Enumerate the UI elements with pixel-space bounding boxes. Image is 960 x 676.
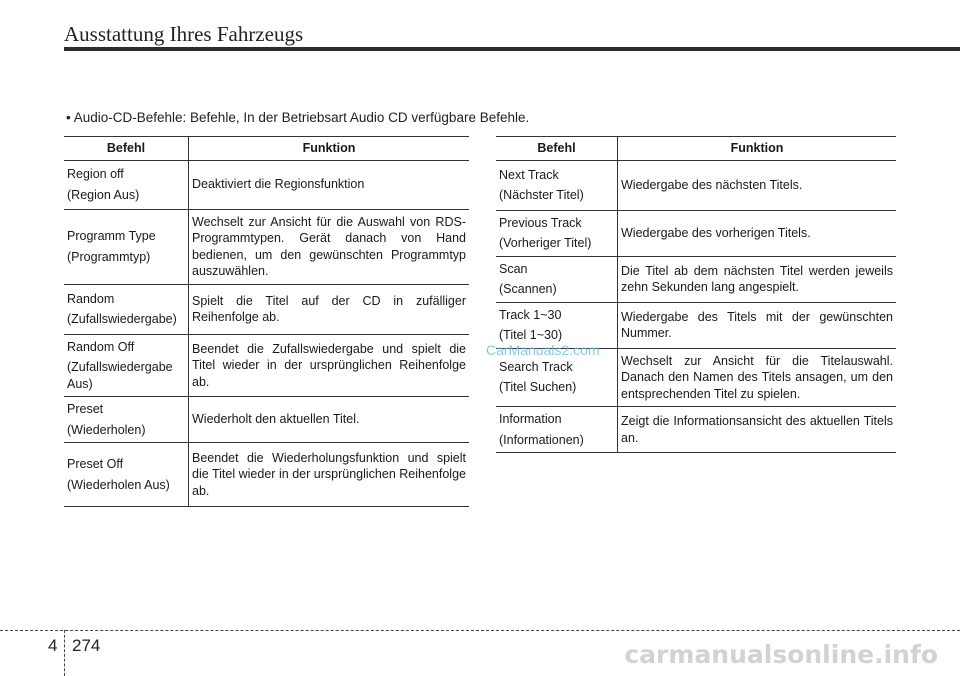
command-cell xyxy=(64,160,189,209)
command-name: Scan xyxy=(499,261,528,276)
table-row xyxy=(496,407,896,453)
command-cell xyxy=(496,256,618,302)
intro-text: • Audio-CD-Befehle: Befehle, In der Betriebsart Audio CD verfügbare Befehle. xyxy=(66,110,530,125)
table-row xyxy=(64,160,469,209)
page-number: 274 xyxy=(72,636,101,655)
function-cell: Wechselt zur Ansicht für die Auswahl von RDS-Programmtypen. Gerät danach von Hand bedienen, um den gewünschten Programmtyp auszuwählen. xyxy=(189,209,470,284)
watermark-logo: CarManuals2.com xyxy=(486,342,600,358)
command-name: Programm Type xyxy=(67,229,156,243)
table-row xyxy=(64,209,469,284)
command-translation: (Scannen) xyxy=(499,282,557,296)
function-cell: Beendet die Wiederholungsfunktion und spielt die Titel wieder in der ursprünglichen Reihenfolge ab. xyxy=(189,443,470,507)
command-translation: (Wiederholen) xyxy=(67,422,146,437)
table-row xyxy=(496,160,896,210)
function-cell: Spielt die Titel auf der CD in zufälliger Reihenfolge ab. xyxy=(189,284,470,334)
command-translation: (Vorheriger Titel) xyxy=(499,236,592,250)
table-row xyxy=(64,284,469,334)
command-translation: (Wiederholen Aus) xyxy=(67,477,170,492)
command-translation: (Informationen) xyxy=(499,432,584,447)
function-cell: Die Titel ab dem nächsten Titel werden jeweils zehn Sekunden lang angespielt. xyxy=(618,256,897,302)
chapter-number: 4 xyxy=(48,636,58,655)
command-cell xyxy=(496,407,618,453)
function-cell: Beendet die Zufallswiedergabe und spielt die Titel wieder in der ursprünglichen Reihenfolge ab. xyxy=(189,334,470,397)
footer-divider xyxy=(64,630,65,676)
table-header-row xyxy=(64,137,469,161)
command-translation: (Titel 1~30) xyxy=(499,328,563,342)
command-name: Random Off xyxy=(67,339,135,354)
command-cell xyxy=(496,160,618,210)
command-translation: (Programmtyp) xyxy=(67,249,151,264)
header-rule xyxy=(64,47,960,51)
command-cell xyxy=(64,443,189,507)
function-cell: Zeigt die Informationsansicht des aktuellen Titels an. xyxy=(618,407,897,453)
site-watermark: carmanualsonline.info xyxy=(624,640,938,669)
footer-rule xyxy=(0,630,960,631)
column-header-funktion: Funktion xyxy=(618,137,897,161)
audio-cd-commands-table-right xyxy=(496,136,896,453)
column-header-funktion: Funktion xyxy=(189,137,470,161)
command-cell xyxy=(64,334,189,397)
column-header-befehl: Befehl xyxy=(496,137,618,161)
command-name: Next Track xyxy=(499,167,559,182)
command-translation: (Zufallswiedergabe) xyxy=(67,312,177,326)
audio-cd-commands-table-left xyxy=(64,136,469,507)
function-cell: Wiedergabe des nächsten Titels. xyxy=(618,160,897,210)
command-cell xyxy=(496,210,618,256)
command-name: Random xyxy=(67,291,115,306)
column-header-befehl: Befehl xyxy=(64,137,189,161)
command-translation: (Region Aus) xyxy=(67,187,140,202)
table-row xyxy=(64,443,469,507)
command-name: Preset Off xyxy=(67,457,124,471)
table-row xyxy=(64,334,469,397)
command-name: Previous Track xyxy=(499,215,582,230)
table-row xyxy=(496,256,896,302)
page-header-title: Ausstattung Ihres Fahrzeugs xyxy=(64,22,304,46)
function-cell: Wiederholt den aktuellen Titel. xyxy=(189,397,470,443)
table-row xyxy=(496,210,896,256)
command-translation: (Nächster Titel) xyxy=(499,188,584,202)
command-name: Search Track xyxy=(499,359,573,374)
command-cell xyxy=(64,284,189,334)
function-cell: Wechselt zur Ansicht für die Titelauswahl. Danach den Namen des Titels ansagen, um den entsprechenden Titel zu spielen. xyxy=(618,348,897,407)
command-name: Track 1~30 xyxy=(499,307,562,322)
command-translation: (Zufallswiedergabe Aus) xyxy=(67,360,173,391)
command-cell xyxy=(64,209,189,284)
command-name: Information xyxy=(499,412,562,426)
function-cell: Wiedergabe des Titels mit der gewünschten Nummer. xyxy=(618,302,897,348)
table-row xyxy=(64,397,469,443)
command-translation: (Titel Suchen) xyxy=(499,380,577,395)
function-cell: Deaktiviert die Regionsfunktion xyxy=(189,160,470,209)
command-name: Region off xyxy=(67,167,124,181)
command-name: Preset xyxy=(67,402,104,416)
command-cell xyxy=(64,397,189,443)
table-header-row xyxy=(496,137,896,161)
function-cell: Wiedergabe des vorherigen Titels. xyxy=(618,210,897,256)
